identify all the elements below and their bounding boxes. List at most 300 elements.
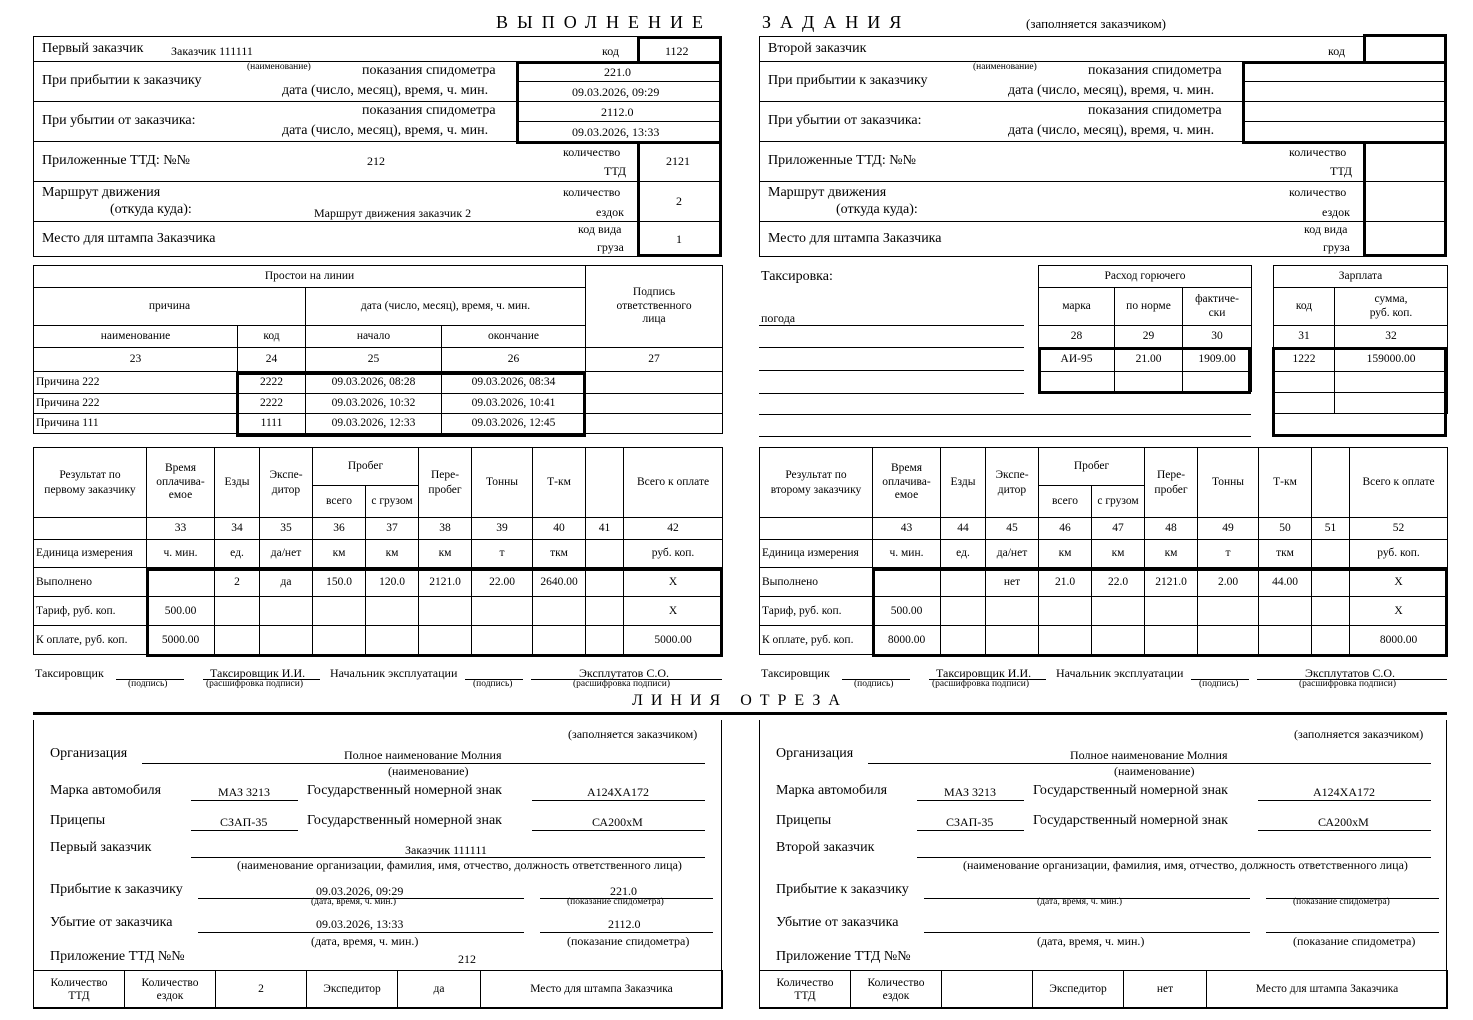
route-label-2a: Маршрут движения bbox=[768, 185, 887, 200]
coupon-dt-caption: (дата, время, ч. мин.) bbox=[311, 897, 397, 907]
salary-title: Зарплата bbox=[1274, 266, 1448, 288]
fuel-fact-value: 1909.00 bbox=[1183, 348, 1252, 372]
results-over-header-2 bbox=[1145, 448, 1198, 518]
downtime-data-frame bbox=[236, 372, 586, 437]
results-unit: ткм bbox=[1259, 540, 1312, 568]
results-cell: 2.00 bbox=[1198, 568, 1259, 597]
results-mileage-header-2: Пробег bbox=[1039, 448, 1145, 486]
coupon-car-label: Марка автомобиля bbox=[50, 783, 162, 798]
salary-sum-value: 159000.00 bbox=[1335, 348, 1448, 372]
fuel-fact-header bbox=[1183, 288, 1252, 326]
downtime-row-code: 1111 bbox=[238, 414, 306, 434]
coupon-arrival-label: Прибытие к заказчику bbox=[50, 882, 183, 897]
coupon-stamp-label-2: Место для штампа Заказчика bbox=[1207, 971, 1448, 1009]
second-code-box bbox=[1363, 34, 1447, 64]
results-unit bbox=[1312, 540, 1350, 568]
results-second-label-2: второму заказчику bbox=[770, 483, 862, 496]
coupon-speed-caption-3: (показание спидометра) bbox=[1293, 897, 1390, 907]
coupon-arrival-speed: 221.0 bbox=[610, 884, 637, 898]
results-cell: да bbox=[260, 568, 313, 597]
results-exp-2: дитор bbox=[271, 483, 301, 496]
salary-code-value: 1222 bbox=[1274, 348, 1335, 372]
ttd-count-label-2b: ТТД bbox=[1330, 164, 1353, 178]
results-cell: 2121.0 bbox=[1145, 568, 1198, 597]
results-exp-1: Экспе- bbox=[269, 468, 303, 481]
results-cell: Х bbox=[1350, 597, 1448, 626]
salary-num: 31 bbox=[1274, 326, 1335, 348]
results-second-label bbox=[760, 448, 873, 518]
downtime-num: 24 bbox=[238, 348, 306, 372]
coupon-plate-value-2: А124ХА172 bbox=[1313, 785, 1375, 799]
results-units-label-2: Единица измерения bbox=[760, 540, 873, 568]
results-cell: 5000.00 bbox=[147, 626, 215, 655]
salary-num: 32 bbox=[1335, 326, 1448, 348]
fuel-fact-2: ски bbox=[1208, 306, 1226, 319]
coupon-trailer-label-2: Прицепы bbox=[776, 813, 832, 828]
results-cell: 120.0 bbox=[366, 568, 419, 597]
results-exp-header-2 bbox=[986, 448, 1039, 518]
results-pay-header: Всего к оплате bbox=[624, 448, 723, 518]
ttd-count-label-2: ТТД bbox=[604, 164, 627, 178]
downtime-sign-header bbox=[586, 266, 723, 348]
trips-label-1: количество bbox=[563, 185, 621, 199]
downtime-code-header: код bbox=[238, 326, 306, 348]
results-total-header: всего bbox=[313, 486, 366, 518]
route-label-2: (откуда куда): bbox=[110, 202, 192, 217]
results-cell: Х bbox=[1350, 568, 1448, 597]
arrival-speedo-label: показания спидометра bbox=[362, 63, 496, 78]
results-unit: км bbox=[1092, 540, 1145, 568]
results-unit: ч. мин. bbox=[873, 540, 941, 568]
downtime-row-end: 09.03.2026, 08:34 bbox=[442, 372, 586, 394]
results-unit bbox=[586, 540, 624, 568]
route-value: Маршрут движения заказчик 2 bbox=[314, 206, 472, 220]
coupon-departure-speed: 2112.0 bbox=[608, 917, 641, 931]
coupon-departure-label: Убытие от заказчика bbox=[50, 915, 173, 930]
results-cell: 500.00 bbox=[147, 597, 215, 626]
naim-caption-2: (наименование) bbox=[973, 62, 1037, 72]
downtime-row-start: 09.03.2026, 12:33 bbox=[306, 414, 442, 434]
sig-podpis-4: (подпись) bbox=[1199, 679, 1239, 689]
results-cell: 2 bbox=[215, 568, 260, 597]
ttd-count-label-2a: количество bbox=[1289, 145, 1347, 159]
results-cell: 44.00 bbox=[1259, 568, 1312, 597]
ttd-numbers-value: 212 bbox=[367, 154, 385, 168]
coupon-trailer-plate-label: Государственный номерной знак bbox=[307, 813, 502, 828]
results-pay-header-2: Всего к оплате bbox=[1350, 448, 1448, 518]
coupon-trips-header bbox=[125, 971, 216, 1009]
fuel-fact-1: фактиче- bbox=[1195, 293, 1239, 306]
sig-chief-label: Начальник эксплуатации bbox=[330, 666, 458, 680]
results-unit: км bbox=[1039, 540, 1092, 568]
fuel-num: 28 bbox=[1039, 326, 1115, 348]
results-num: 49 bbox=[1198, 518, 1259, 540]
downtime-end-header: окончание bbox=[442, 326, 586, 348]
downtime-title: Простои на линии bbox=[34, 266, 586, 288]
coupon-trailer-plate-value-2: СА200хМ bbox=[1318, 815, 1369, 829]
coupon-ttd-label: Приложение ТТД №№ bbox=[50, 949, 185, 964]
results-exp-1: Экспе- bbox=[995, 468, 1029, 481]
arrival-datetime-label-2: дата (число, месяц), время, ч. мин. bbox=[1008, 83, 1215, 98]
fuel-norm-value: 21.00 bbox=[1115, 348, 1183, 372]
coupon-ttd-count-header-2 bbox=[760, 971, 851, 1009]
sig-taxer-name-2: Таксировщик И.И. bbox=[936, 666, 1032, 680]
results-num: 48 bbox=[1145, 518, 1198, 540]
trips-label-2a: количество bbox=[1289, 185, 1347, 199]
results-unit: ч. мин. bbox=[147, 540, 215, 568]
cargo-label-1: код вида bbox=[578, 222, 622, 236]
results-cell: 8000.00 bbox=[1350, 626, 1448, 655]
sig-taxer-label: Таксировщик bbox=[35, 666, 104, 680]
results-num: 41 bbox=[586, 518, 624, 540]
results-time-header-2 bbox=[873, 448, 941, 518]
downtime-row-name: Причина 222 bbox=[34, 372, 238, 394]
coupon-trips-header-2 bbox=[851, 971, 942, 1009]
salary-data-frame bbox=[1272, 347, 1447, 437]
sig-chief-name-2: Эксплутатов С.О. bbox=[1305, 666, 1396, 680]
results-tariff-label: Тариф, руб. коп. bbox=[34, 597, 147, 626]
downtime-start-header: начало bbox=[306, 326, 442, 348]
results-second-data-frame bbox=[872, 568, 1448, 657]
departure-speedo-value: 2112.0 bbox=[601, 105, 634, 119]
stamp-label: Место для штампа Заказчика bbox=[42, 231, 216, 246]
coupon-footer-table bbox=[33, 970, 723, 1009]
departure-label-2: При убытии от заказчика: bbox=[768, 113, 922, 128]
trips-label-2b: ездок bbox=[1322, 205, 1350, 219]
first-code-value: 1122 bbox=[665, 44, 689, 58]
results-unit: км bbox=[366, 540, 419, 568]
results-units-label: Единица измерения bbox=[34, 540, 147, 568]
coupon-stamp-label: Место для штампа Заказчика bbox=[481, 971, 723, 1009]
coupon-car-value: МАЗ 3213 bbox=[218, 785, 271, 799]
coupon-second-customer-label: Второй заказчик bbox=[776, 840, 875, 855]
results-done-label: Выполнено bbox=[34, 568, 147, 597]
results-mileage-header: Пробег bbox=[313, 448, 419, 486]
results-tons-header: Тонны bbox=[472, 448, 533, 518]
results-topay-label-2: К оплате, руб. коп. bbox=[760, 626, 873, 655]
results-cell: 21.0 bbox=[1039, 568, 1092, 597]
results-trips-header-2: Езды bbox=[941, 448, 986, 518]
fuel-num: 29 bbox=[1115, 326, 1183, 348]
coupon-ttd-count-header bbox=[34, 971, 125, 1009]
results-over-2: пробег bbox=[428, 483, 462, 496]
coupon-f-ttd-2: ТТД bbox=[794, 989, 816, 1002]
downtime-sign-1: Подпись bbox=[632, 285, 676, 298]
fuel-norm-header: по норме bbox=[1115, 288, 1183, 326]
results-num: 44 bbox=[941, 518, 986, 540]
results-unit: т bbox=[1198, 540, 1259, 568]
route-label-2b: (откуда куда): bbox=[836, 202, 918, 217]
coupon-first-customer-label: Первый заказчик bbox=[50, 840, 152, 855]
arrival-speedo-label-2: показания спидометра bbox=[1088, 63, 1222, 78]
salary-sum-2: руб. коп. bbox=[1369, 306, 1413, 319]
coupon-car-value-2: МАЗ 3213 bbox=[944, 785, 997, 799]
results-first-data-frame bbox=[146, 568, 723, 657]
results-topay-label: К оплате, руб. коп. bbox=[34, 626, 147, 655]
fuel-brand-value: АИ-95 bbox=[1039, 348, 1115, 372]
results-cell: Х bbox=[624, 568, 723, 597]
results-num: 35 bbox=[260, 518, 313, 540]
coupon-dt-caption-2: (дата, время, ч. мин.) bbox=[311, 934, 419, 948]
results-unit: ед. bbox=[941, 540, 986, 568]
downtime-sign-2: ответственного bbox=[616, 299, 692, 312]
coupon-f-trips-1: Количество bbox=[141, 976, 199, 989]
taxation-label: Таксировка: bbox=[761, 269, 833, 284]
results-unit: да/нет bbox=[986, 540, 1039, 568]
arrival-time-value: 09.03.2026, 09:29 bbox=[572, 85, 660, 99]
coupon-speed-caption-4: (показание спидометра) bbox=[1293, 934, 1416, 948]
sig-rassh-2: (расшифровка подписи) bbox=[573, 679, 670, 689]
results-num: 40 bbox=[533, 518, 586, 540]
results-cargo-header: с грузом bbox=[366, 486, 419, 518]
coupon-departure-label-2: Убытие от заказчика bbox=[776, 915, 899, 930]
results-num: 38 bbox=[419, 518, 472, 540]
coupon-arrival-label-2: Прибытие к заказчику bbox=[776, 882, 909, 897]
cargo-code-value: 1 bbox=[676, 232, 682, 246]
coupon-trips-value: 2 bbox=[216, 971, 307, 1009]
results-cell: Х bbox=[624, 597, 723, 626]
title-left: ВЫПОЛНЕНИЕ bbox=[496, 12, 712, 32]
sig-podpis: (подпись) bbox=[128, 679, 168, 689]
results-cell: 2121.0 bbox=[419, 568, 472, 597]
results-trips-header: Езды bbox=[215, 448, 260, 518]
downtime-sign-3: лица bbox=[642, 313, 666, 326]
arrival-label: При прибытии к заказчику bbox=[42, 73, 202, 88]
results-unit: да/нет bbox=[260, 540, 313, 568]
downtime-row-name: Причина 111 bbox=[34, 414, 238, 434]
results-cell: 500.00 bbox=[873, 597, 941, 626]
coupon-speed-caption-2: (показание спидометра) bbox=[567, 934, 690, 948]
sig-taxer-label-2: Таксировщик bbox=[761, 666, 830, 680]
fuel-title: Расход горючего bbox=[1039, 266, 1252, 288]
results-unit: руб. коп. bbox=[1350, 540, 1448, 568]
coupon-plate-label-2: Государственный номерной знак bbox=[1033, 783, 1228, 798]
salary-sum-header bbox=[1335, 288, 1448, 326]
coupon-f-trips-2: ездок bbox=[882, 989, 910, 1002]
downtime-row-name: Причина 222 bbox=[34, 394, 238, 414]
results-unit: ткм bbox=[533, 540, 586, 568]
coupon-trailer-value: СЗАП-35 bbox=[220, 815, 268, 829]
first-customer-name-value: Заказчик 111111 bbox=[171, 44, 253, 58]
departure-label: При убытии от заказчика: bbox=[42, 113, 196, 128]
downtime-name-header: наименование bbox=[34, 326, 238, 348]
results-tons-header-2: Тонны bbox=[1198, 448, 1259, 518]
sig-taxer-name: Таксировщик И.И. bbox=[210, 666, 306, 680]
results-num: 39 bbox=[472, 518, 533, 540]
arrival-label-2: При прибытии к заказчику bbox=[768, 73, 928, 88]
results-cell: 22.0 bbox=[1092, 568, 1145, 597]
fuel-brand-header: марка bbox=[1039, 288, 1115, 326]
downtime-row-sign bbox=[586, 372, 723, 394]
coupon-customer-caption-2: (наименование организации, фамилия, имя, отчество, должность ответственного лица) bbox=[963, 858, 1408, 872]
ttd-count-value: 2121 bbox=[666, 154, 690, 168]
downtime-num: 23 bbox=[34, 348, 238, 372]
coupon-plate-label: Государственный номерной знак bbox=[307, 783, 502, 798]
downtime-reason: причина bbox=[34, 288, 306, 326]
second-code-label: код bbox=[1328, 44, 1345, 58]
results-num: 34 bbox=[215, 518, 260, 540]
sig-chief-name: Эксплутатов С.О. bbox=[579, 666, 670, 680]
coupon-trailer-plate-value: СА200хМ bbox=[592, 815, 643, 829]
salary-sum-1: сумма, bbox=[1374, 293, 1408, 306]
sig-rassh-3: (расшифровка подписи) bbox=[932, 679, 1029, 689]
results-unit: км bbox=[1145, 540, 1198, 568]
results-over-2: пробег bbox=[1154, 483, 1188, 496]
salary-code-header: код bbox=[1274, 288, 1335, 326]
coupon-filled-note: (заполняется заказчиком) bbox=[568, 727, 698, 741]
coupon-car-label-2: Марка автомобиля bbox=[776, 783, 888, 798]
results-num: 37 bbox=[366, 518, 419, 540]
second-counts-box bbox=[1363, 141, 1447, 257]
coupon-f-trips-1: Количество bbox=[867, 976, 925, 989]
results-num: 52 bbox=[1350, 518, 1448, 540]
results-num: 50 bbox=[1259, 518, 1312, 540]
downtime-row-end: 09.03.2026, 12:45 bbox=[442, 414, 586, 434]
title-right: ЗАДАНИЯ bbox=[762, 12, 911, 32]
coupon-arrival-time: 09.03.2026, 09:29 bbox=[316, 884, 404, 898]
results-unit: км bbox=[313, 540, 366, 568]
trips-value: 2 bbox=[676, 194, 682, 208]
downtime-row-code: 2222 bbox=[238, 394, 306, 414]
departure-datetime-label-2: дата (число, месяц), время, ч. мин. bbox=[1008, 123, 1215, 138]
ttd-count-label-1: количество bbox=[563, 145, 621, 159]
departure-time-value: 09.03.2026, 13:33 bbox=[572, 125, 660, 139]
coupon-footer-table-2 bbox=[759, 970, 1448, 1009]
coupon-dt-caption-3: (дата, время, ч. мин.) bbox=[1037, 897, 1123, 907]
results-cargo-header-2: с грузом bbox=[1092, 486, 1145, 518]
results-over-header bbox=[419, 448, 472, 518]
results-num: 42 bbox=[624, 518, 723, 540]
results-num: 45 bbox=[986, 518, 1039, 540]
coupon-org-label: Организация bbox=[50, 746, 128, 761]
coupon-org-label-2: Организация bbox=[776, 746, 854, 761]
results-num: 46 bbox=[1039, 518, 1092, 540]
results-cell: 2640.00 bbox=[533, 568, 586, 597]
downtime-num: 27 bbox=[586, 348, 723, 372]
coupon-naim: (наименование) bbox=[388, 764, 469, 778]
results-tariff-label-2: Тариф, руб. коп. bbox=[760, 597, 873, 626]
downtime-row-start: 09.03.2026, 08:28 bbox=[306, 372, 442, 394]
first-customer-label: Первый заказчик bbox=[42, 41, 144, 56]
coupon-customer-caption: (наименование организации, фамилия, имя, отчество, должность ответственного лица) bbox=[237, 858, 682, 872]
coupon-ttd-value: 212 bbox=[458, 952, 476, 966]
arrival-datetime-label: дата (число, месяц), время, ч. мин. bbox=[282, 83, 489, 98]
sig-podpis-3: (подпись) bbox=[854, 679, 894, 689]
results-cell: 8000.00 bbox=[873, 626, 941, 655]
naim-caption: (наименование) bbox=[247, 62, 311, 72]
coupon-exp-label: Экспедитор bbox=[307, 971, 398, 1009]
results-time-2: оплачива- bbox=[882, 475, 931, 488]
sig-podpis-2: (подпись) bbox=[473, 679, 513, 689]
stamp-label-2: Место для штампа Заказчика bbox=[768, 231, 942, 246]
results-exp-header bbox=[260, 448, 313, 518]
coupon-exp-label-2: Экспедитор bbox=[1033, 971, 1124, 1009]
first-code-label: код bbox=[602, 44, 619, 58]
coupon-f-ttd-1: Количество bbox=[50, 976, 108, 989]
downtime-datetime: дата (число, месяц), время, ч. мин. bbox=[306, 288, 586, 326]
coupon-naim-2: (наименование) bbox=[1114, 764, 1195, 778]
departure-speedo-label-2: показания спидометра bbox=[1088, 103, 1222, 118]
results-cell: 5000.00 bbox=[624, 626, 723, 655]
departure-speedo-label: показания спидометра bbox=[362, 103, 496, 118]
weather-label: погода bbox=[761, 311, 796, 325]
downtime-row-code: 2222 bbox=[238, 372, 306, 394]
results-time-1: Время bbox=[164, 461, 197, 474]
downtime-row-start: 09.03.2026, 10:32 bbox=[306, 394, 442, 414]
results-exp-2: дитор bbox=[997, 483, 1027, 496]
arrival-speedo-value: 221.0 bbox=[604, 65, 631, 79]
coupon-speed-caption: (показание спидометра) bbox=[567, 897, 664, 907]
cargo-label-2: груза bbox=[597, 240, 624, 254]
coupon-trailer-plate-label-2: Государственный номерной знак bbox=[1033, 813, 1228, 828]
coupon-exp-value-2: нет bbox=[1124, 971, 1207, 1009]
results-num: 33 bbox=[147, 518, 215, 540]
coupon-trailer-label: Прицепы bbox=[50, 813, 106, 828]
results-total-header-2: всего bbox=[1039, 486, 1092, 518]
filled-by-customer-note: (заполняется заказчиком) bbox=[1026, 16, 1167, 31]
downtime-row-end: 09.03.2026, 10:41 bbox=[442, 394, 586, 414]
trips-label-2: ездок bbox=[596, 205, 624, 219]
results-cell: 22.00 bbox=[472, 568, 533, 597]
coupon-org-value: Полное наименование Молния bbox=[344, 748, 502, 762]
results-cell: 150.0 bbox=[313, 568, 366, 597]
results-num: 51 bbox=[1312, 518, 1350, 540]
results-done-label-2: Выполнено bbox=[760, 568, 873, 597]
cut-line bbox=[33, 712, 1447, 715]
coupon-dt-caption-4: (дата, время, ч. мин.) bbox=[1037, 934, 1145, 948]
downtime-row-sign bbox=[586, 394, 723, 414]
results-tkm-header: Т-км bbox=[533, 448, 586, 518]
second-speedo-box bbox=[1242, 61, 1447, 144]
results-tkm-header-2: Т-км bbox=[1259, 448, 1312, 518]
results-time-1: Время bbox=[890, 461, 923, 474]
sig-chief-label-2: Начальник эксплуатации bbox=[1056, 666, 1184, 680]
departure-datetime-label: дата (число, месяц), время, ч. мин. bbox=[282, 123, 489, 138]
results-first-label bbox=[34, 448, 147, 518]
coupon-first-customer-value: Заказчик 111111 bbox=[405, 843, 487, 857]
coupon-org-value-2: Полное наименование Молния bbox=[1070, 748, 1228, 762]
downtime-num: 25 bbox=[306, 348, 442, 372]
downtime-row-sign bbox=[586, 414, 723, 434]
fuel-num: 30 bbox=[1183, 326, 1252, 348]
results-unit: т bbox=[472, 540, 533, 568]
cut-line-label: ЛИНИЯ ОТРЕЗА bbox=[632, 692, 848, 709]
results-time-3: емое bbox=[168, 489, 193, 502]
coupon-f-ttd-1: Количество bbox=[776, 976, 834, 989]
fuel-data-frame bbox=[1038, 347, 1251, 394]
route-label-1: Маршрут движения bbox=[42, 185, 161, 200]
results-num: 47 bbox=[1092, 518, 1145, 540]
results-over-1: Пере- bbox=[430, 468, 460, 481]
coupon-f-ttd-2: ТТД bbox=[68, 989, 90, 1002]
cargo-label-2b: груза bbox=[1323, 240, 1350, 254]
results-second-label-1: Результат по bbox=[785, 468, 847, 481]
cargo-label-2a: код вида bbox=[1304, 222, 1348, 236]
coupon-filled-note-2: (заполняется заказчиком) bbox=[1294, 727, 1424, 741]
results-first-label-1: Результат по bbox=[59, 468, 121, 481]
sig-rassh: (расшифровка подписи) bbox=[206, 679, 303, 689]
results-num: 43 bbox=[873, 518, 941, 540]
ttd-label-2: Приложенные ТТД: №№ bbox=[768, 153, 916, 168]
results-time-3: емое bbox=[894, 489, 919, 502]
coupon-plate-value: А124ХА172 bbox=[587, 785, 649, 799]
results-num: 36 bbox=[313, 518, 366, 540]
results-time-header bbox=[147, 448, 215, 518]
downtime-num: 26 bbox=[442, 348, 586, 372]
results-unit: км bbox=[419, 540, 472, 568]
results-first-label-2: первому заказчику bbox=[44, 483, 136, 496]
results-unit: руб. коп. bbox=[624, 540, 723, 568]
